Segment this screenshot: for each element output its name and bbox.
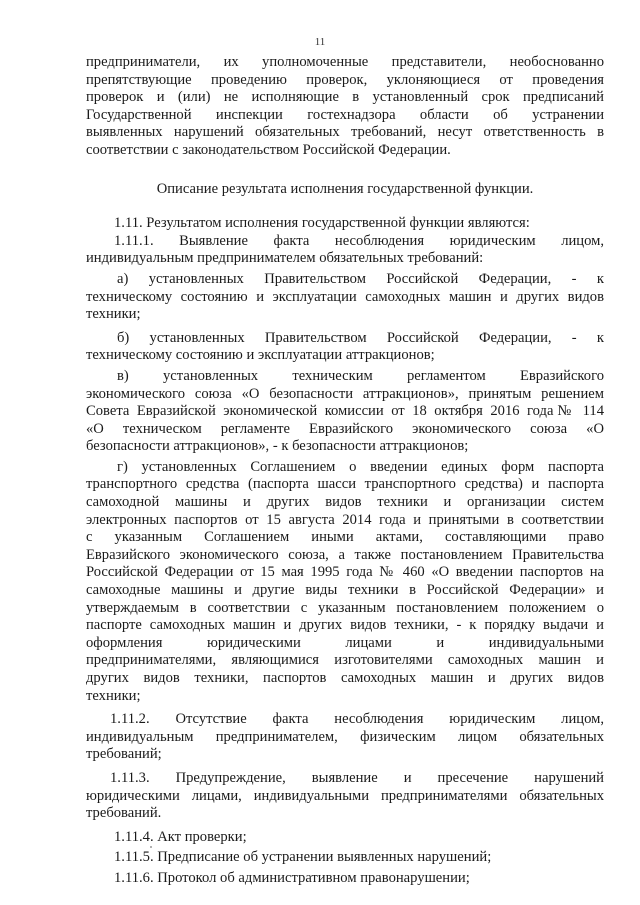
text-line: 1.11. Результатом исполнения государственной функции являются: <box>114 215 530 232</box>
text-line: 1.11.1. Выявление факта несоблюдения юридическим лицом, <box>114 232 604 249</box>
text-line: утверждаемым в соответствии с указанным постановлением положением о <box>86 599 604 616</box>
text-line: юридическими лицами, индивидуальными предпринимателями обязательных <box>86 787 604 804</box>
intro-paragraph <box>86 54 604 160</box>
text-line: экономического союза «О безопасности аттракционов», принятым решением <box>86 385 604 402</box>
text-line: препятствующие проведению проверок, уклоняющиеся от проведения <box>86 71 604 88</box>
text-line: 1.11.5. Предписание об устранении выявленных нарушений; <box>114 849 492 866</box>
text-line: Совета Евразийской экономической комиссии от 18 октября 2016 года№ 114 <box>86 403 604 420</box>
paragraph-item-g <box>86 459 604 705</box>
text-line: индивидуальным предпринимателем обязательных требований: <box>86 250 484 267</box>
text-line: электронных паспортов от 15 августа 2014 года и принятыми в соответствии <box>86 511 604 528</box>
text-line: предприниматели, их уполномоченные представители, необоснованно <box>86 54 604 70</box>
text-line: безопасности аттракционов», - к безопасности аттракционов; <box>86 438 469 455</box>
text-line: 1.11.4. Акт проверки; <box>114 828 247 845</box>
text-line: г) установленных Соглашением о введении единых форм паспорта <box>117 458 604 475</box>
document-body <box>86 54 604 888</box>
text-line: 1.11.2. Отсутствие факта несоблюдения юридическим лицом, <box>110 711 604 728</box>
scan-speck <box>150 846 152 848</box>
text-line: а) установленных Правительством Российской Федерации, - к <box>117 270 604 287</box>
text-line: других видов техники, паспортов самоходных машин и других видов <box>86 670 604 686</box>
section-heading: Описание результата исполнения государственной функции. <box>156 180 534 197</box>
paragraph-item-v <box>86 368 604 456</box>
text-line: в) установленных техническим регламентом Евразийского <box>117 367 604 384</box>
paragraph-1-11 <box>86 215 604 233</box>
text-line: транспортного средства (паспорта шасси транспортного средства) и паспорта <box>86 476 604 493</box>
paragraph-1-11-1 <box>86 233 604 268</box>
text-line: 1.11.6. Протокол об административном правонарушении; <box>114 869 470 886</box>
text-line: техническому состоянию и эксплуатации самоходных машин и других видов <box>86 288 604 305</box>
text-line: выявленных нарушений обязательных требований, несут ответственность в <box>86 124 604 141</box>
text-line: Евразийского экономического союза, а также постановлением Правительства <box>86 546 604 563</box>
page-number: 11 <box>314 36 326 48</box>
paragraph-1-11-3 <box>86 770 604 823</box>
text-line: самоходные машины и другие виды техники в Российской Федерации» и <box>86 582 604 599</box>
text-line: проверок и (или) не исполняющие в установленный срок предписаний <box>86 89 604 106</box>
paragraph-1-11-6 <box>86 870 604 888</box>
paragraph-1-11-4 <box>86 829 604 847</box>
text-line: б) установленных Правительством Российской Федерации, - к <box>117 329 604 346</box>
paragraph-item-b <box>86 330 604 365</box>
text-line: «О техническом регламенте Евразийского экономического союза «О <box>86 420 604 437</box>
text-line: с указанным Соглашением иными актами, составляющими право <box>86 529 604 546</box>
text-line: техники; <box>86 687 141 704</box>
paragraph-item-a <box>86 271 604 324</box>
paragraph-1-11-5 <box>86 849 604 867</box>
text-line: требований; <box>86 746 162 763</box>
text-line: оформления юридическими лицами и индивидуальными <box>86 634 604 651</box>
text-line: техники; <box>86 306 141 323</box>
text-line: Российской Федерации от 15 мая 1995 года № 460 «О введении паспортов на <box>86 564 604 581</box>
text-line: соответствии с законодательством Российской Федерации. <box>86 141 451 158</box>
text-line: индивидуальным предпринимателем, физическим лицом обязательных <box>86 728 604 745</box>
text-line: требований. <box>86 805 162 822</box>
text-line: 1.11.3. Предупреждение, выявление и пресечение нарушений <box>110 769 604 786</box>
text-line: самоходной машины и других видов техники и организации систем <box>86 494 604 511</box>
text-line: техническому состоянию и эксплуатации аттракционов; <box>86 347 435 364</box>
text-line: предпринимателями, являющимися изготовителями самоходных машин и <box>86 652 604 669</box>
paragraph-1-11-2 <box>86 711 604 764</box>
text-line: паспорте самоходных машин и других видов техники, - к порядку выдачи и <box>86 617 604 634</box>
text-line: Государственной инспекции гостехнадзора области об устранении <box>86 106 604 123</box>
